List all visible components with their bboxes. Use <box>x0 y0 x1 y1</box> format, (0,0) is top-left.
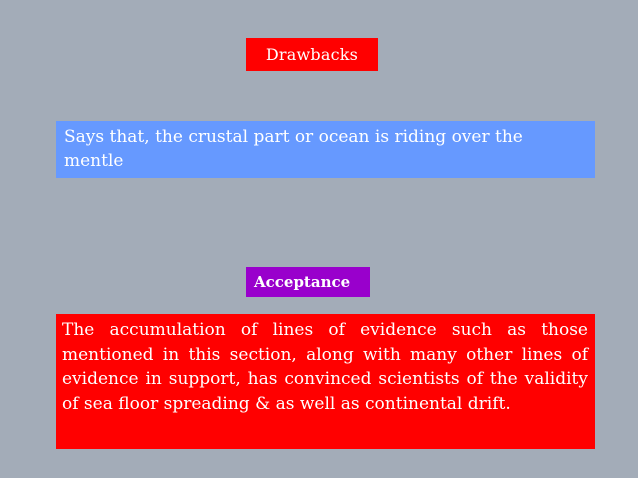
acceptance-description: The accumulation of lines of evidence such as those mentioned in this section, along with many other lines of evidence in support, has convinced scientists of the validity of sea floor spreading & as well as continental drift. <box>56 314 595 449</box>
drawbacks-description: Says that, the crustal part or ocean is riding over the mentle <box>56 121 595 178</box>
drawbacks-heading: Drawbacks <box>246 38 378 71</box>
acceptance-heading: Acceptance <box>246 267 370 297</box>
